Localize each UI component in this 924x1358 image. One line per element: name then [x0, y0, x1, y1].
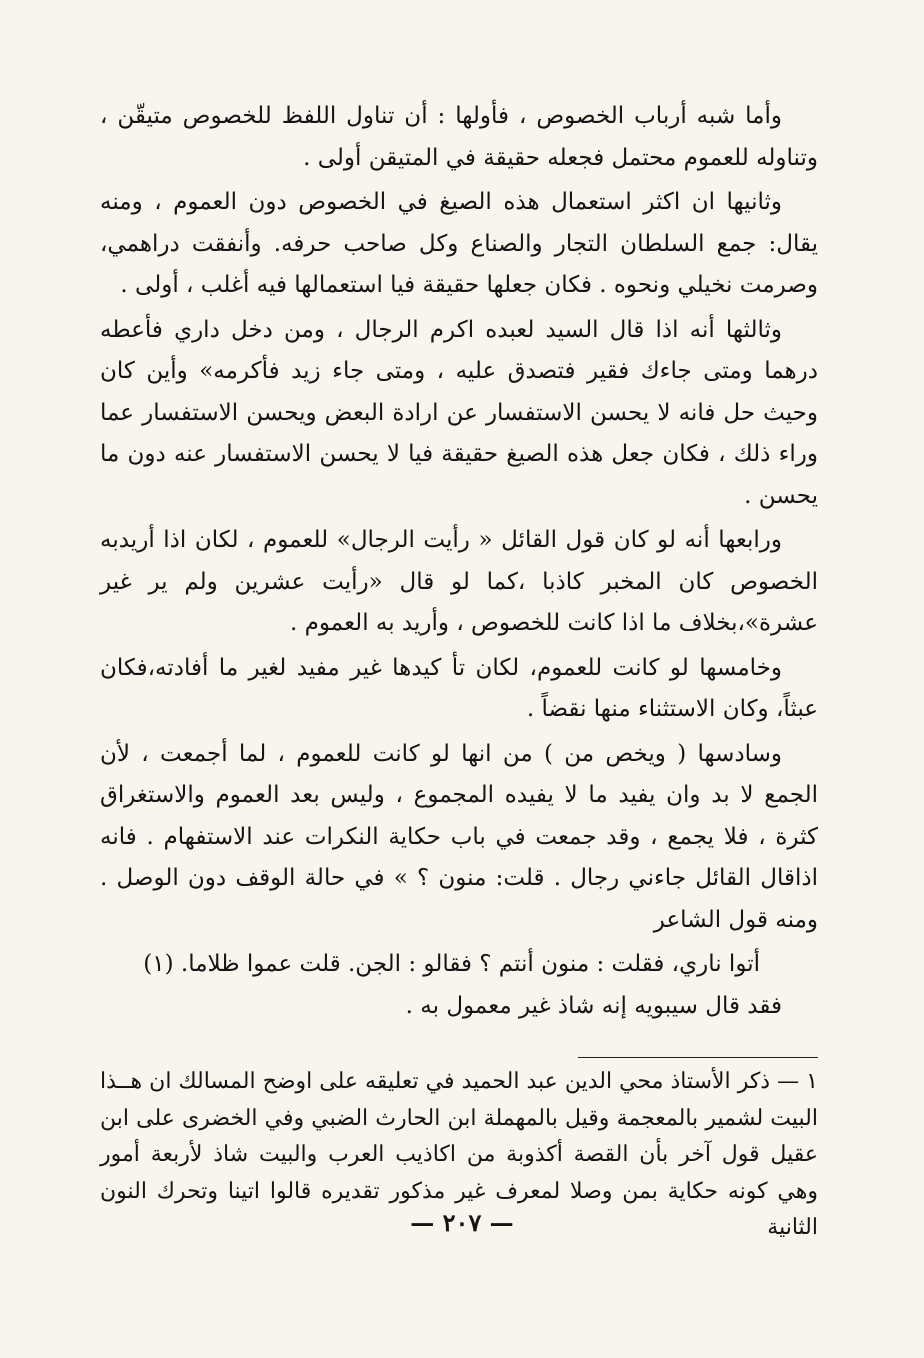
paragraph-second-argument: وثانيها ان اكثر استعمال هذه الصيغ في الخصوص دون العموم ، ومنه يقال: جمع السلطان التجار والصناع وكل صاحب حرفه. وأنفقت دراهمي، وصرمت نخيلي ونحوه . فكان جعلها حقيقة فيا استعمالها فيه أغلب ، أولى .	[100, 189, 818, 298]
footnote: ١ — ذكر الأستاذ محي الدين عبد الحميد في تعليقه على اوضح المسالك ان هــذا البيت لشمير بالمعجمة وقيل بالمهملة ابن الحارث الضبي وفي الخضرى على ابن عقيل قول آخر بأن القصة أكذوبة من اكاذيب العرب والبيت شاذ لأربعة أمور وهي كونه حكاية بمن وصلا لمعرف غير مذكور تقديره قالوا اتينا وتحرك النون الثانية	[100, 1069, 818, 1240]
poetry-verse: أتوا ناري، فقلت : منون أنتم ؟ فقالو : الجن. قلت عموا ظلاما. (١)	[143, 951, 760, 977]
paragraph-third-argument: وثالثها أنه اذا قال السيد لعبده اكرم الرجال ، ومن دخل داري فأعطه درهما ومتى جاءك فقير فتصدق عليه ، ومتى جاء زيد فأكرمه» وأين كان وحيث حل فانه لا يحسن الاستفسار عن ارادة البعض ويحسن الاستفسار عما وراء ذلك ، فكان جعل هذه الصيغ حقيقة فيا لا يحسن الاستفسار عنه دون ما يحسن .	[100, 316, 818, 509]
paragraph-sixth-argument: وسادسها ( ويخص من ) من انها لو كانت للعموم ، لما أجمعت ، لأن الجمع لا بد وان يفيد ما لا يفيده المجموع ، وليس بعد العموم والاستغراق كثرة ، فلا يجمع ، وقد جمعت في باب حكاية النكرات عند الاستفهام . فانه اذاقال القائل جاءني رجال . قلت: منون ؟ » في حالة الوقف دون الوصل . ومنه قول الشاعر	[100, 740, 818, 933]
main-text	[100, 96, 818, 1247]
paragraph-after-verse: فقد قال سيبويه إنه شاذ غير معمول به .	[405, 992, 782, 1019]
page-number: — ٢٠٧ —	[410, 1208, 514, 1237]
footnote-divider	[578, 1057, 818, 1058]
paragraph-fifth-argument: وخامسها لو كانت للعموم، لكان تأ كيدها غير مفيد لغير ما أفادته،فكان عبثاً، وكان الاستثناء منها نقضاً .	[100, 654, 818, 722]
paragraph-fourth-argument: ورابعها أنه لو كان قول القائل « رأيت الرجال» للعموم ، لكان اذا أريدبه الخصوص كان المخبر كاذبا ،كما لو قال «رأيت عشرين ولم ير غير عشرة»،بخلاف ما اذا كانت للخصوص ، وأريد به العموم .	[100, 527, 818, 636]
paragraph-first-argument: وأما شبه أرباب الخصوص ، فأولها : أن تناول اللفظ للخصوص متيقّن ، وتناوله للعموم محتمل فجعله حقيقة في المتيقن أولى .	[100, 103, 818, 171]
